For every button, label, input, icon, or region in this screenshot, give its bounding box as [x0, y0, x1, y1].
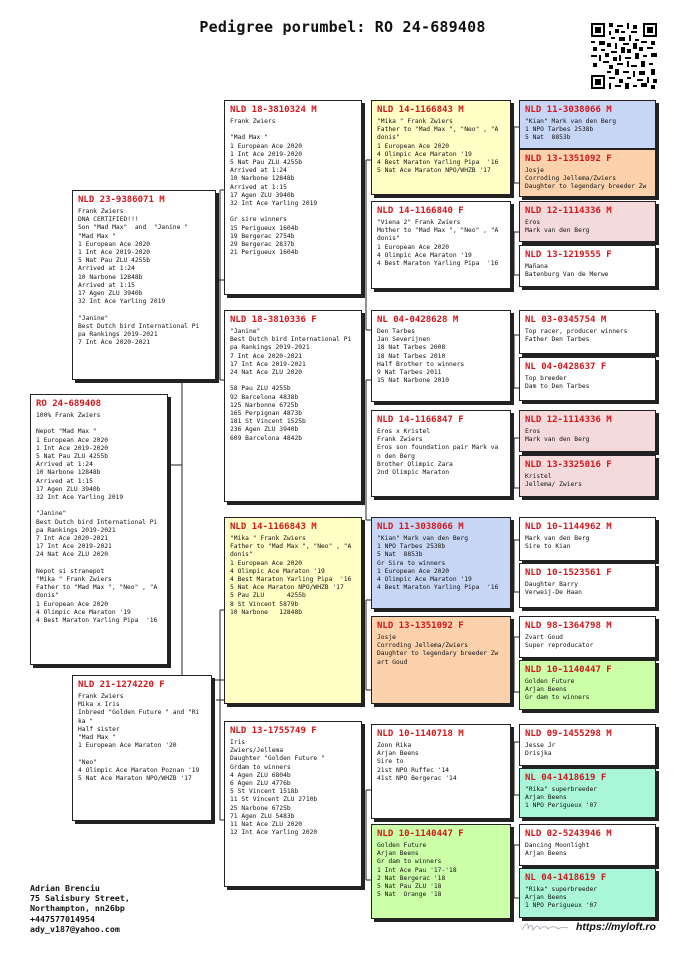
breeder-street: 75 Salisbury Street,	[30, 893, 130, 904]
ggp-details-1: "Mika " Frank Zwiers Father to "Mad Max ", "Neo" , "A donis" 1 European Ace 2020 4 Olimpic Ace Maraton '19 4 Best Maraton Yarling Pipa '16 5 Nat Ace Maraton NPO/WHZB '17	[377, 118, 499, 175]
signature-icon	[520, 920, 570, 934]
breeder-email[interactable]: ady_v187@yahoo.com	[30, 923, 120, 934]
ggp-ring-2: NLD 14-1166840 F	[377, 206, 464, 216]
gggp-details-10: Daughter Barry Verweij-De Haan	[525, 581, 582, 597]
ggp-ring-1: NLD 14-1166843 M	[377, 105, 464, 115]
ggp-card-3[interactable]	[371, 310, 511, 402]
subject-details: 100% Frank Zwiers Nepot "Mad Max " 1 European Ace 2020 1 Int Ace 2019-2020 5 Nat Pau ZLU 4255b Arrived at 1:24 10 Narbone 12848b Arrived at 1:15 17 Agen ZLU 3940b 32 Int Ace Yarling 2019 "Janine" Best Dutch bird International Pi pa Rankings 2019-2021 7 Int Ace 2020-2021 17 Int Ace 2019-2021 24 Nat Ace ZLU 2020 Nepot si stranepot "Mika " Frank Zwiers Father to "Mad Max ", "Neo" , "A donis" 1 European Ace 2020 4 Olimpic Ace Maraton '19 4 Best Maraton Yarling Pipa '16	[36, 412, 158, 625]
ggp-card-7[interactable]	[371, 724, 511, 819]
gggp-details-6: Top breeder Dam to Den Tarbes	[525, 375, 590, 391]
grandsire-maternal-details: "Mika " Frank Zwiers Father to "Mad Max ", "Neo" , "A donis" 1 European Ace 2020 4 Olimpic Ace Maraton '19 4 Best Maraton Yarling Pipa '16 5 Nat Ace Maraton NPO/WHZB '17 5 Pau ZLU 4255b 8 St Vincent 5879b 10 Narbone 12848b	[230, 535, 352, 616]
ggp-details-4: Eros x Kristel Frank Zwiers Eros son foundation pair Mark va n den Berg Brother Olimpic Zara 2nd Olimpic Maraton	[377, 428, 499, 477]
ggp-details-8: Golden Future Arjan Beens Gr dam to winners 1 Int Ace Pau '17-'18 2 Nat Bergerac '18 5 Nat Pau ZLU '18 5 Nat Orange '18	[377, 842, 457, 899]
breeder-name: Adrian Brenciu	[30, 883, 100, 893]
subject-ring: RO 24-689408	[36, 399, 102, 409]
ggp-details-5: "Kian" Mark van den Berg 1 NPO Tarbes 2538b 5 Nat 8853b Gr Sire to winners 1 European Ace 2020 4 Olimpic Ace Maraton '19 4 Best Maraton Yarling Pipa '16	[377, 535, 499, 592]
ggp-ring-6: NLD 13-1351092 F	[377, 621, 464, 631]
gggp-ring-16: NL 04-1418619 F	[525, 873, 607, 883]
gggp-card-4[interactable]	[519, 245, 656, 287]
dam-ring: NLD 21-1274220 F	[78, 680, 165, 690]
breeder-phone: +447577014954	[30, 913, 95, 924]
ggp-card-8[interactable]	[371, 824, 511, 919]
dam-card[interactable]	[72, 675, 212, 821]
gggp-ring-11: NLD 98-1364798 M	[525, 621, 612, 631]
gggp-card-3[interactable]	[519, 201, 656, 242]
ggp-ring-3: NL 04-0428628 M	[377, 315, 459, 325]
gggp-card-9[interactable]	[519, 517, 656, 561]
gggp-card-1[interactable]	[519, 100, 656, 149]
granddam-maternal-details: Iris Zwiers/Jellema Daughter "Golden Future " Grdam to winners 4 Agen ZLU 6804b 6 Agen ZLU 4776b 5 St Vincent 1518b 11 St Vincent ZLU 2710b 25 Narbone 6725b 71 Agen ZLU 5483b 11 Nat Ace ZLU 2020 12 Int Ace Yarling 2020	[230, 739, 325, 837]
breeder-contact	[30, 883, 130, 934]
breeder-city: Northampton, nn26bp	[30, 903, 125, 914]
gggp-card-10[interactable]	[519, 563, 656, 608]
gggp-card-8[interactable]	[519, 455, 656, 497]
ggp-card-2[interactable]	[371, 201, 511, 289]
grandsire-paternal-card[interactable]	[224, 100, 362, 295]
granddam-paternal-card[interactable]	[224, 310, 362, 502]
ggp-details-7: Zoon Rika Arjan Beens Sire to 21st NPO Ruffec '14 41st NPO Bergerac '14	[377, 742, 457, 782]
gggp-details-3: Eros Mark van den Berg	[525, 219, 590, 235]
ggp-details-3: Den Tarbes Jan Severijnen 18 Nat Tarbes 2008 18 Nat Tarbes 2010 Half Brother to winners 9 Nat Tarbes 2011 15 Nat Narbone 2010	[377, 328, 465, 385]
gggp-details-1: "Kian" Mark van den Berg 1 NPO Tarbes 2538b 5 Nat 8853b	[525, 118, 616, 142]
gggp-card-14[interactable]	[519, 768, 656, 818]
page-title: Pedigree porumbel: RO 24-689408	[199, 18, 486, 36]
ggp-details-2: "Viena 2" Frank Zwiers Mother to "Mad Max ", "Neo" , "A donis" 1 European Ace 2020 4 Olimpic Ace Maraton '19 4 Best Maraton Yarling Pipa '16	[377, 219, 499, 268]
gggp-card-2[interactable]	[519, 149, 656, 197]
granddam-paternal-details: "Janine" Best Dutch bird International Pi pa Rankings 2019-2021 7 Int Ace 2020-2021 17 Int Ace 2019-2021 24 Nat Ace ZLU 2020 58 Pau ZLU 4255b 92 Barcelona 4838b 125 Narbonne 6725b 165 Perpignan 4873b 181 St Vincent 1525b 236 Agen ZLU 3940b 609 Barcelona 4842b	[230, 328, 352, 442]
ggp-ring-7: NLD 10-1140718 M	[377, 729, 464, 739]
ggp-ring-8: NLD 10-1140447 F	[377, 829, 464, 839]
gggp-details-16: "Rika" superbreeder Arjan Beens 1 NPO Perigueux '07	[525, 886, 598, 910]
sire-card[interactable]	[72, 190, 216, 380]
gggp-card-15[interactable]	[519, 824, 656, 866]
sire-details: Frank Zwiers DNA CERTIFIED!!! Son "Mad Max" and "Janine " "Mad Max " 1 European Ace 2020 1 Int Ace 2019-2020 5 Nat Pau ZLU 4255b Arrived at 1:24 10 Narbone 12848b Arrived at 1:15 17 Agen ZLU 3940b 32 Int Ace Yarling 2019 "Janine" Best Dutch bird International Pi pa Rankings 2019-2021 7 Int Ace 2020-2021	[78, 208, 200, 347]
gggp-ring-12: NLD 10-1140447 F	[525, 665, 612, 675]
gggp-details-14: "Rika" superbreeder Arjan Beens 1 NPO Perigueux '07	[525, 786, 598, 810]
gggp-ring-1: NLD 11-3038066 M	[525, 105, 612, 115]
dam-details: Frank Zwiers Mika x Iris Inbreed "Golden Future " and "Ri ka " Half sister "Mad Max " 1 European Ace Maraton '20 "Neo" 4 Olimpic Ace Maraton Poznan '19 5 Nat Ace Maraton NPO/WHZB '17	[78, 693, 200, 783]
gggp-card-5[interactable]	[519, 310, 656, 354]
subject-card[interactable]	[30, 394, 168, 665]
ggp-ring-4: NLD 14-1166847 F	[377, 415, 464, 425]
gggp-details-9: Mark van den Berg Sire to Kian	[525, 535, 590, 551]
gggp-ring-8: NLD 13-3325016 F	[525, 460, 612, 470]
gggp-ring-9: NLD 10-1144962 M	[525, 522, 612, 532]
gggp-details-5: Top racer, producer winners Father Den Tarbes	[525, 328, 628, 344]
gggp-card-13[interactable]	[519, 724, 656, 766]
gggp-details-4: Mañana Batenburg Van de Merwe	[525, 263, 609, 279]
gggp-card-16[interactable]	[519, 868, 656, 918]
sire-ring: NLD 23-9386071 M	[78, 195, 165, 205]
gggp-ring-7: NLD 12-1114336 M	[525, 415, 612, 425]
gggp-card-6[interactable]	[519, 357, 656, 401]
ggp-card-6[interactable]	[371, 616, 511, 704]
gggp-ring-5: NL 03-0345754 M	[525, 315, 607, 325]
granddam-maternal-ring: NLD 13-1755749 F	[230, 726, 317, 736]
gggp-card-12[interactable]	[519, 660, 656, 710]
grandsire-maternal-card[interactable]	[224, 517, 362, 704]
website-link[interactable]: https://myloft.ro	[576, 921, 656, 933]
gggp-details-11: Zvart Goud Super reproducator	[525, 634, 594, 650]
ggp-card-1[interactable]	[371, 100, 511, 195]
gggp-ring-14: NL 04-1418619 F	[525, 773, 607, 783]
gggp-ring-6: NL 04-0428637 F	[525, 362, 607, 372]
gggp-ring-3: NLD 12-1114336 M	[525, 206, 612, 216]
gggp-ring-13: NLD 09-1455298 M	[525, 729, 612, 739]
grandsire-maternal-ring: NLD 14-1166843 M	[230, 522, 317, 532]
ggp-ring-5: NLD 11-3038066 M	[377, 522, 464, 532]
gggp-details-13: Jesse Jr Drisjka	[525, 742, 556, 758]
gggp-details-15: Dancing Moonlight Arjan Beens	[525, 842, 590, 858]
gggp-details-7: Eros Mark van den Berg	[525, 428, 590, 444]
gggp-details-8: Kristel Jellema/ Zwiers	[525, 473, 582, 489]
gggp-card-7[interactable]	[519, 410, 656, 452]
ggp-details-6: Josje Corroding Jellema/Zwiers Daughter to legendary breeder Zw art Goud	[377, 634, 499, 666]
granddam-paternal-ring: NLD 18-3810336 F	[230, 315, 317, 325]
gggp-details-2: Josje Corroding Jellema/Zwiers Daughter to legendary breeder Zw	[525, 167, 647, 191]
gggp-ring-10: NLD 10-1523561 F	[525, 568, 612, 578]
gggp-details-12: Golden Future Arjan Beens Gr dam to winners	[525, 678, 590, 702]
gggp-ring-2: NLD 13-1351092 F	[525, 154, 612, 164]
gggp-card-11[interactable]	[519, 616, 656, 658]
grandsire-paternal-ring: NLD 18-3810324 M	[230, 105, 317, 115]
grandsire-paternal-details: Frank Zwiers "Mad Max " 1 European Ace 2020 1 Int Ace 2019-2020 5 Nat Pau ZLU 4255b Arrived at 1:24 10 Narbone 12848b Arrived at 1:15 17 Agen ZLU 3940b 32 Int Ace Yarling 2019 Gr sire winners 15 Perigueux 1604b 19 Bergerac 2754b 29 Bergerac 2837b 21 Perigueux 1604b	[230, 118, 318, 257]
gggp-ring-15: NLD 02-5243946 M	[525, 829, 612, 839]
gggp-ring-4: NLD 13-1219555 F	[525, 250, 612, 260]
ggp-card-4[interactable]	[371, 410, 511, 497]
granddam-maternal-card[interactable]	[224, 721, 362, 887]
ggp-card-5[interactable]	[371, 517, 511, 609]
